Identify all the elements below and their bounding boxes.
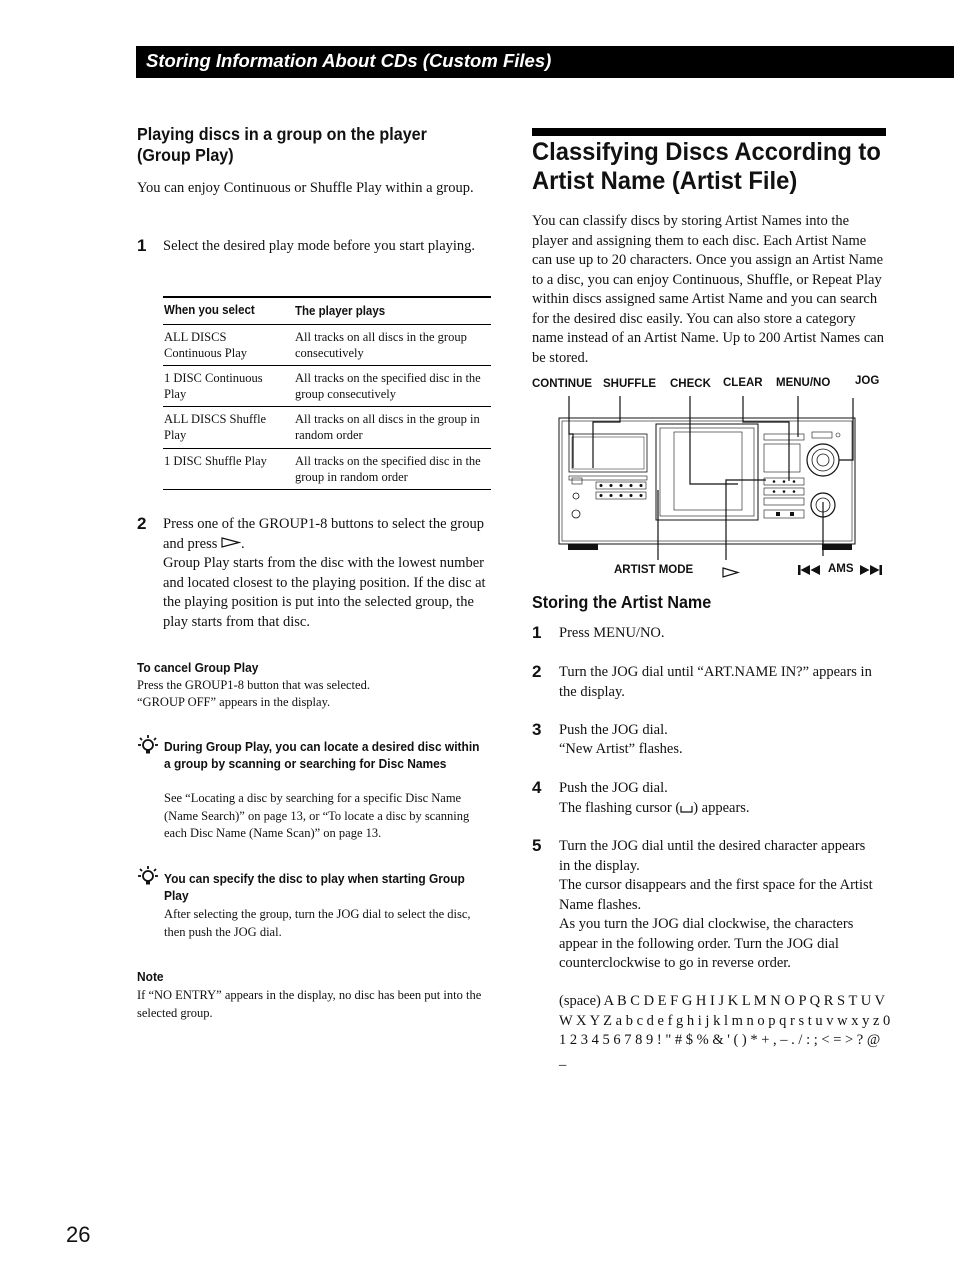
label-shuffle: SHUFFLE	[603, 378, 657, 390]
table-header-select: When you select	[164, 303, 255, 317]
cancel-line2: “GROUP OFF” appears in the display.	[137, 695, 331, 709]
step-text: Press MENU/NO.	[559, 625, 665, 641]
label-menu-no: MENU/NO	[776, 377, 831, 389]
storing-artist-name-heading: Storing the Artist Name	[532, 592, 712, 612]
label-artist-mode: ARTIST MODE	[614, 564, 694, 576]
tip-title: You can specify the disc to play when starting Group Play	[164, 871, 465, 903]
table-cell: All tracks on the specified disc in the group in random order	[295, 454, 481, 484]
table-rule	[163, 365, 491, 366]
table-cell: 1 DISC Continuous Play	[164, 371, 263, 401]
table-cell: All tracks on all discs in the group in random order	[295, 412, 480, 442]
table-cell: All tracks on all discs in the group consecutively	[295, 330, 467, 360]
step-text: As you turn the JOG dial clockwise, the characters appear in the following order. Turn the JOG dial counterclockwise to go in reverse order.	[559, 916, 854, 971]
step-number: 1	[532, 623, 542, 642]
skip-back-icon	[798, 565, 822, 575]
play-triangle-icon	[722, 567, 740, 578]
table-rule	[163, 406, 491, 407]
cd-player-diagram	[532, 388, 892, 578]
label-jog: JOG	[855, 375, 880, 387]
play-triangle-icon	[221, 537, 241, 548]
page-number: 26	[66, 1222, 91, 1247]
step-text: “New Artist” flashes.	[559, 741, 683, 757]
step2-period: .	[241, 535, 245, 552]
tip-lightbulb-icon	[137, 734, 159, 758]
step-text: Turn the JOG dial until the desired character appears in the display.	[559, 838, 866, 874]
step-text: Push the JOG dial.	[559, 780, 668, 796]
skip-forward-icon	[860, 565, 884, 575]
step-text	[163, 515, 493, 554]
note-text: If “NO ENTRY” appears in the display, no disc has been put into the selected group.	[137, 988, 482, 1020]
step-number: 1	[137, 236, 147, 255]
table-rule	[163, 296, 491, 298]
table-rule	[163, 489, 491, 490]
table-cell: 1 DISC Shuffle Play	[164, 454, 267, 468]
table-rule	[163, 448, 491, 449]
section-header-title: Storing Information About CDs (Custom Files)	[146, 50, 552, 71]
table-cell: ALL DISCS Continuous Play	[164, 330, 247, 360]
group-play-intro: You can enjoy Continuous or Shuffle Play within a group.	[137, 180, 474, 196]
heading-rule	[532, 128, 886, 136]
tip-title: During Group Play, you can locate a desired disc within a group by scanning or searching for Disc Names	[164, 739, 480, 771]
step2-text: Press one of the GROUP1-8 buttons to select the group and press	[163, 516, 484, 552]
cursor-text-before: The flashing cursor (	[559, 800, 681, 816]
step-number: 3	[532, 720, 542, 739]
table-header-plays: The player plays	[295, 304, 386, 318]
table-cell: All tracks on the specified disc in the group consecutively	[295, 371, 481, 401]
group-play-heading: Playing discs in a group on the player (Group Play)	[137, 124, 427, 165]
label-continue: CONTINUE	[532, 378, 593, 390]
step-number: 5	[532, 836, 542, 855]
label-check: CHECK	[670, 378, 711, 390]
step-number: 2	[532, 662, 542, 681]
table-rule	[163, 324, 491, 325]
label-ams: AMS	[828, 563, 854, 575]
tip-text: See “Locating a disc by searching for a specific Disc Name (Name Search)” on page 13, or “To locate a disc by scanning each Disc Name (Name Scan)” on page 13.	[164, 791, 470, 840]
step-text: The cursor disappears and the first space for the Artist Name flashes.	[559, 877, 873, 913]
cursor-text-after: ) appears.	[693, 800, 750, 816]
table-cell: ALL DISCS Shuffle Play	[164, 412, 267, 442]
step-text: Turn the JOG dial until “ART.NAME IN?” appears in the display.	[559, 664, 872, 700]
step-number: 2	[137, 514, 147, 533]
cursor-underscore-icon	[680, 803, 693, 813]
note-title: Note	[137, 969, 164, 984]
label-clear: CLEAR	[723, 377, 763, 389]
step-number: 4	[532, 778, 542, 797]
artist-file-heading: Classifying Discs According to Artist Name (Artist File)	[532, 138, 881, 195]
character-order-list: (space) A B C D E F G H I J K L M N O P Q R S T U V W X Y Z a b c d e f g h i j k l m n o p q r s t u v w x y z 0 1 2 3 4 5 6 7 8 9 ! " # $ % & ' ( ) * + , – . / : ; < = > ? @ _	[559, 993, 891, 1068]
artist-file-intro: You can classify discs by storing Artist Names into the player and assigning them to each disc. Each Artist Name can use up to 20 characters. Once you assign an Artist Name to a disc, you can enjoy Continuous, Shuffle, or Repeat Play within discs assigned same Artist Name and you can search for the desired disc easily. You can also store a category name instead of an Artist Name. Up to 200 Artist Names can be stored.	[532, 213, 884, 366]
step-text: Select the desired play mode before you start playing.	[163, 238, 476, 254]
step-text	[559, 799, 889, 819]
cancel-title: To cancel Group Play	[137, 660, 259, 675]
tip-lightbulb-icon	[137, 865, 159, 889]
step-text: Group Play starts from the disc with the lowest number and located closest to the playing position. If the disc at the playing position is put into the selected group, the play starts from that disc.	[163, 555, 486, 630]
tip-text: After selecting the group, turn the JOG dial to select the disc, then push the JOG dial.	[164, 907, 471, 939]
cancel-line1: Press the GROUP1-8 button that was selected.	[137, 678, 370, 692]
step-text: Push the JOG dial.	[559, 722, 668, 738]
